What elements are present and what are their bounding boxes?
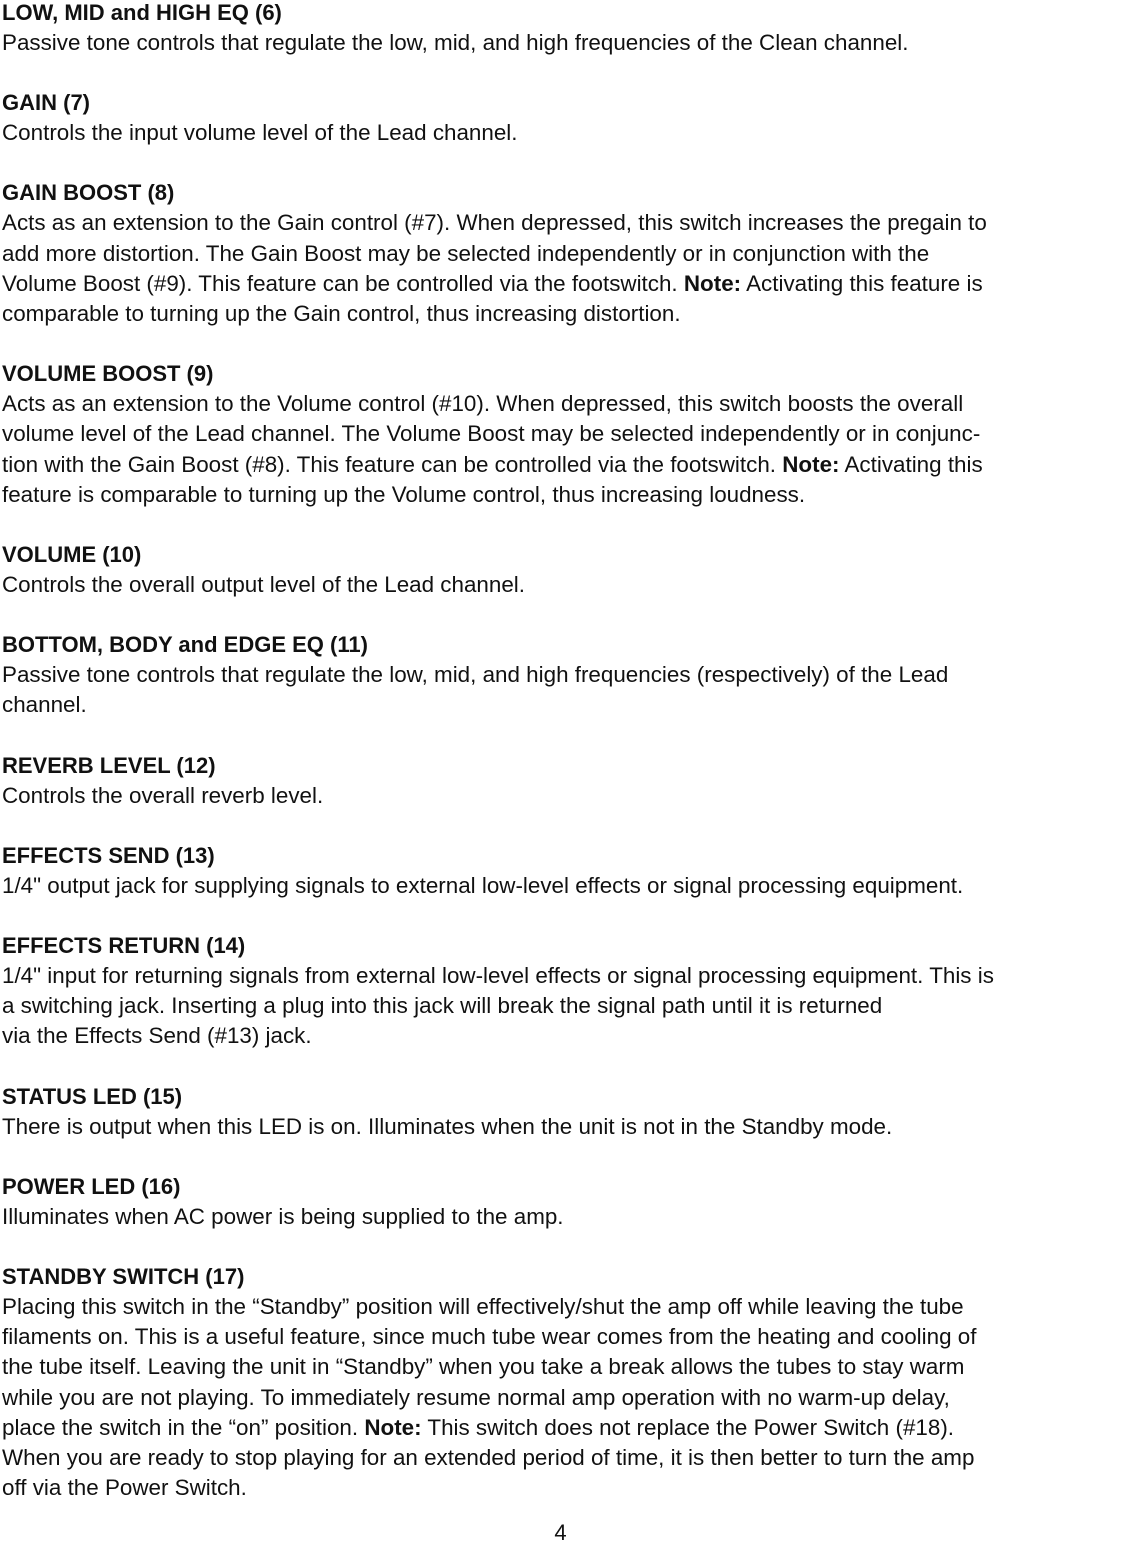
body-line: Acts as an extension to the Gain control (#7). When depressed, this switch increases the pregain to xyxy=(2,210,987,236)
section-body xyxy=(2,208,1119,329)
section-title: VOLUME (10) xyxy=(2,542,142,568)
body-line: volume level of the Lead channel. The Volume Boost may be selected independently or in conjunc- xyxy=(2,421,981,447)
section-standby-switch xyxy=(2,1262,1119,1503)
section-body xyxy=(2,1112,1119,1142)
body-line: off via the Power Switch. xyxy=(2,1475,247,1501)
section-gain xyxy=(2,88,1119,148)
section-title: EFFECTS SEND (13) xyxy=(2,842,215,868)
body-line: There is output when this LED is on. Illuminates when the unit is not in the Standby mode. xyxy=(2,1113,893,1139)
body-line: comparable to turning up the Gain control, thus increasing distortion. xyxy=(2,301,681,327)
body-line-with-note xyxy=(2,1413,1114,1443)
section-title: STANDBY SWITCH (17) xyxy=(2,1264,245,1290)
section-body xyxy=(2,781,1119,811)
body-line-with-note xyxy=(2,450,1114,480)
body-line: Illuminates when AC power is being supplied to the amp. xyxy=(2,1203,564,1229)
section-body xyxy=(2,871,1119,901)
section-title: EFFECTS RETURN (14) xyxy=(2,933,246,959)
section-title: STATUS LED (15) xyxy=(2,1083,183,1109)
section-status-led xyxy=(2,1082,1119,1142)
body-line-with-note xyxy=(2,269,1114,299)
body-line: filaments on. This is a useful feature, since much tube wear comes from the heating and cooling of xyxy=(2,1324,977,1350)
section-effects-return xyxy=(2,931,1119,1052)
section-body xyxy=(2,118,1119,148)
section-body xyxy=(2,28,1119,58)
note-text: This switch does not replace the Power Switch (#18). xyxy=(421,1414,955,1440)
section-bottom-body-edge-eq xyxy=(2,630,1119,720)
body-line: Controls the overall output level of the Lead channel. xyxy=(2,572,525,598)
section-title: POWER LED (16) xyxy=(2,1173,181,1199)
section-volume xyxy=(2,540,1119,600)
section-body xyxy=(2,389,1119,510)
section-low-mid-high-eq xyxy=(2,0,1119,58)
section-title: VOLUME BOOST (9) xyxy=(2,361,214,387)
page-number: 4 xyxy=(554,1520,567,1545)
section-gain-boost xyxy=(2,178,1119,329)
body-line: channel. xyxy=(2,692,87,718)
body-line: Passive tone controls that regulate the low, mid, and high frequencies (respectively) of the Lead xyxy=(2,662,949,688)
section-power-led xyxy=(2,1172,1119,1232)
section-body xyxy=(2,1292,1119,1503)
body-line: feature is comparable to turning up the Volume control, thus increasing loudness. xyxy=(2,481,806,507)
note-text: Activating this xyxy=(839,451,983,477)
body-line: via the Effects Send (#13) jack. xyxy=(2,1023,312,1049)
body-line: Controls the input volume level of the Lead channel. xyxy=(2,120,518,146)
section-title: BOTTOM, BODY and EDGE EQ (11) xyxy=(2,632,368,658)
note-label: Note: xyxy=(782,451,840,477)
section-effects-send xyxy=(2,841,1119,901)
note-label: Note: xyxy=(364,1414,422,1440)
note-label: Note: xyxy=(683,270,742,296)
body-line: Acts as an extension to the Volume control (#10). When depressed, this switch boosts the overall xyxy=(2,391,964,417)
section-body xyxy=(2,961,1119,1052)
body-line: Passive tone controls that regulate the low, mid, and high frequencies of the Clean channel. xyxy=(2,30,909,55)
note-text: Activating this feature is xyxy=(741,270,983,296)
section-body xyxy=(2,660,1119,720)
page-content xyxy=(2,0,1119,1533)
body-line: while you are not playing. To immediately resume normal amp operation with no warm-up delay, xyxy=(2,1384,950,1410)
body-line: a switching jack. Inserting a plug into this jack will break the signal path until it is returned xyxy=(2,993,883,1019)
body-line: 1/4" output jack for supplying signals to external low-level effects or signal processing equipment. xyxy=(2,872,964,898)
body-line-text: Volume Boost (#9). This feature can be controlled via the footswitch. xyxy=(2,270,678,296)
body-line-text: place the switch in the “on” position. xyxy=(2,1414,359,1440)
section-body xyxy=(2,570,1119,600)
section-title: LOW, MID and HIGH EQ (6) xyxy=(2,0,282,25)
section-title: GAIN (7) xyxy=(2,90,90,116)
body-line: Placing this switch in the “Standby” position will effectively/shut the amp off while leaving the tube xyxy=(2,1294,964,1320)
section-title: REVERB LEVEL (12) xyxy=(2,752,216,778)
section-volume-boost xyxy=(2,359,1119,510)
section-body xyxy=(2,1202,1119,1232)
body-line: the tube itself. Leaving the unit in “Standby” when you take a break allows the tubes to stay warm xyxy=(2,1354,965,1380)
body-line: 1/4" input for returning signals from external low-level effects or signal processing equipment. This is xyxy=(2,963,994,989)
body-line-text: tion with the Gain Boost (#8). This feature can be controlled via the footswitch. xyxy=(2,451,777,477)
body-line: add more distortion. The Gain Boost may be selected independently or in conjunction with the xyxy=(2,240,930,266)
section-title: GAIN BOOST (8) xyxy=(2,180,175,206)
section-reverb-level xyxy=(2,751,1119,811)
body-line: Controls the overall reverb level. xyxy=(2,782,324,808)
body-line: When you are ready to stop playing for an extended period of time, it is then better to turn the amp xyxy=(2,1445,975,1471)
